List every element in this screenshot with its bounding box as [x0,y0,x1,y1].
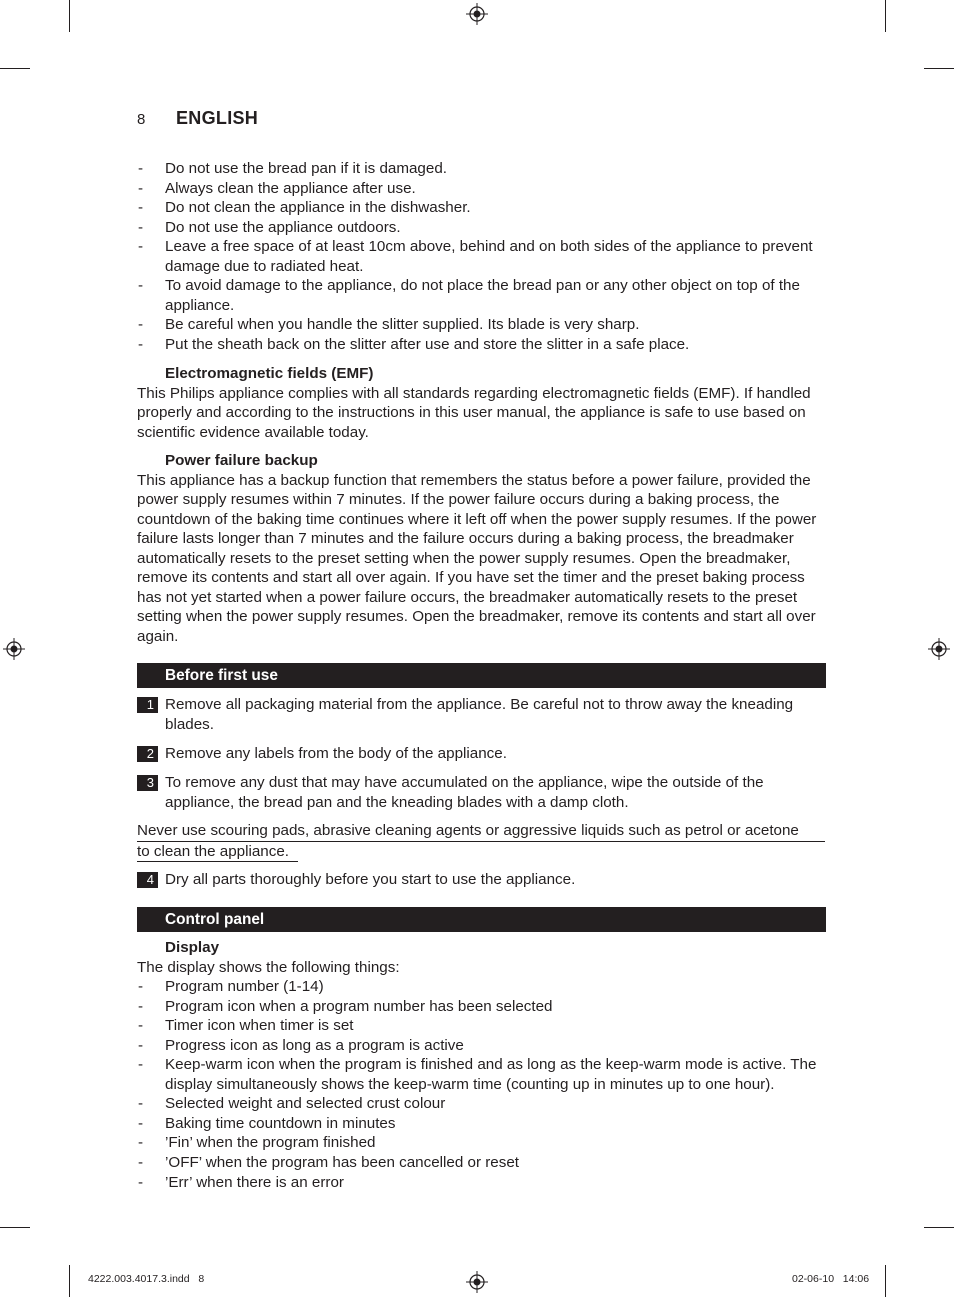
emf-section [137,364,830,442]
page-number: 8 [137,111,146,128]
page-header [137,108,258,129]
warning-line: to clean the appliance. [137,842,298,863]
step-2 [137,744,830,764]
step-text: Remove all packaging material from the appliance. Be careful not to throw away the kneading blades. [165,696,794,733]
step-number: 3 [137,775,158,791]
list-item: - Always clean the appliance after use. [137,179,830,199]
section-heading-control-panel: Control panel [137,907,826,932]
crop-mark [0,1227,30,1228]
registration-mark-icon [466,1271,488,1293]
crop-mark [69,0,70,32]
list-item: - Progress icon as long as a program is active [137,1036,830,1056]
step-1 [137,695,830,734]
list-item: - Selected weight and selected crust colour [137,1094,830,1114]
display-list [137,977,830,1192]
list-item: - ’Fin’ when the program finished [137,1133,830,1153]
crop-mark [924,1227,954,1228]
power-failure-section [137,451,830,646]
emf-heading: Electromagnetic fields (EMF) [165,365,374,382]
safety-list [137,159,830,354]
crop-mark [69,1265,70,1297]
registration-mark-icon [3,638,25,660]
display-intro: The display shows the following things: [137,958,400,976]
list-item: - Do not use the appliance outdoors. [137,218,830,238]
step-4 [137,870,830,890]
registration-mark-icon [928,638,950,660]
power-failure-body: This appliance has a backup function that remembers the status before a power failure, provided the power supply resumes within 7 minutes. If the power failure occurs during a baking process, the countdown of the baking time continues where it left off when the power supply resumes. If the power failure lasts longer than 7 minutes and the failure occurs during a baking process, the breadmaker automatically resets to the preset setting when the power supply resumes. Open the breadmaker, remove its contents and start all over again. If you have set the timer and the preset baking process has not yet started when a power failure occurs, the breadmaker automatically resets to the preset setting when the power supply resumes. Open the breadmaker, remove its contents and start all over again. [137,471,817,645]
step-text: Remove any labels from the body of the appliance. [165,745,507,762]
footer-file-name: 4222.003.4017.3.indd 8 [88,1273,205,1285]
list-item: - Do not clean the appliance in the dishwasher. [137,198,830,218]
list-item: - Leave a free space of at least 10cm above, behind and on both sides of the appliance to prevent damage due to radiated heat. [137,237,830,276]
list-item: - Timer icon when timer is set [137,1016,830,1036]
cleaning-warning [137,821,827,862]
list-item: - Be careful when you handle the slitter supplied. Its blade is very sharp. [137,315,830,335]
power-failure-heading: Power failure backup [165,452,318,469]
display-section [137,938,830,1192]
warning-line: Never use scouring pads, abrasive cleaning agents or aggressive liquids such as petrol or acetone [137,821,825,842]
step-number: 1 [137,697,158,713]
step-text: To remove any dust that may have accumulated on the appliance, wipe the outside of the appliance, the bread pan and the kneading blades with a damp cloth. [165,774,764,811]
list-item: - Do not use the bread pan if it is damaged. [137,159,830,179]
list-item: - Put the sheath back on the slitter after use and store the slitter in a safe place. [137,335,830,355]
footer-date: 02-06-10 14:06 [792,1273,870,1285]
step-text: Dry all parts thoroughly before you start to use the appliance. [165,871,576,888]
list-item: - ’Err’ when there is an error [137,1173,830,1193]
language-title: ENGLISH [176,108,259,128]
crop-mark [924,68,954,69]
list-item: - Baking time countdown in minutes [137,1114,830,1134]
step-3 [137,773,830,812]
list-item: - Program number (1-14) [137,977,830,997]
list-item: - To avoid damage to the appliance, do not place the bread pan or any other object on top of the appliance. [137,276,830,315]
list-item: - Keep-warm icon when the program is finished and as long as the keep-warm mode is active. The display simultaneously shows the keep-warm time (counting up in minutes up to one hour). [137,1055,830,1094]
section-heading-before-first-use: Before first use [137,663,826,688]
list-item: - ’OFF’ when the program has been cancelled or reset [137,1153,830,1173]
emf-body: This Philips appliance complies with all standards regarding electromagnetic fields (EMF). If handled properly and according to the instructions in this user manual, the appliance is safe to use based on scientific evidence available today. [137,384,811,441]
list-item: - Program icon when a program number has been selected [137,997,830,1017]
crop-mark [0,68,30,69]
step-number: 4 [137,872,158,888]
crop-mark [885,1265,886,1297]
display-heading: Display [165,939,220,956]
crop-mark [885,0,886,32]
step-number: 2 [137,746,158,762]
registration-mark-icon [466,3,488,25]
